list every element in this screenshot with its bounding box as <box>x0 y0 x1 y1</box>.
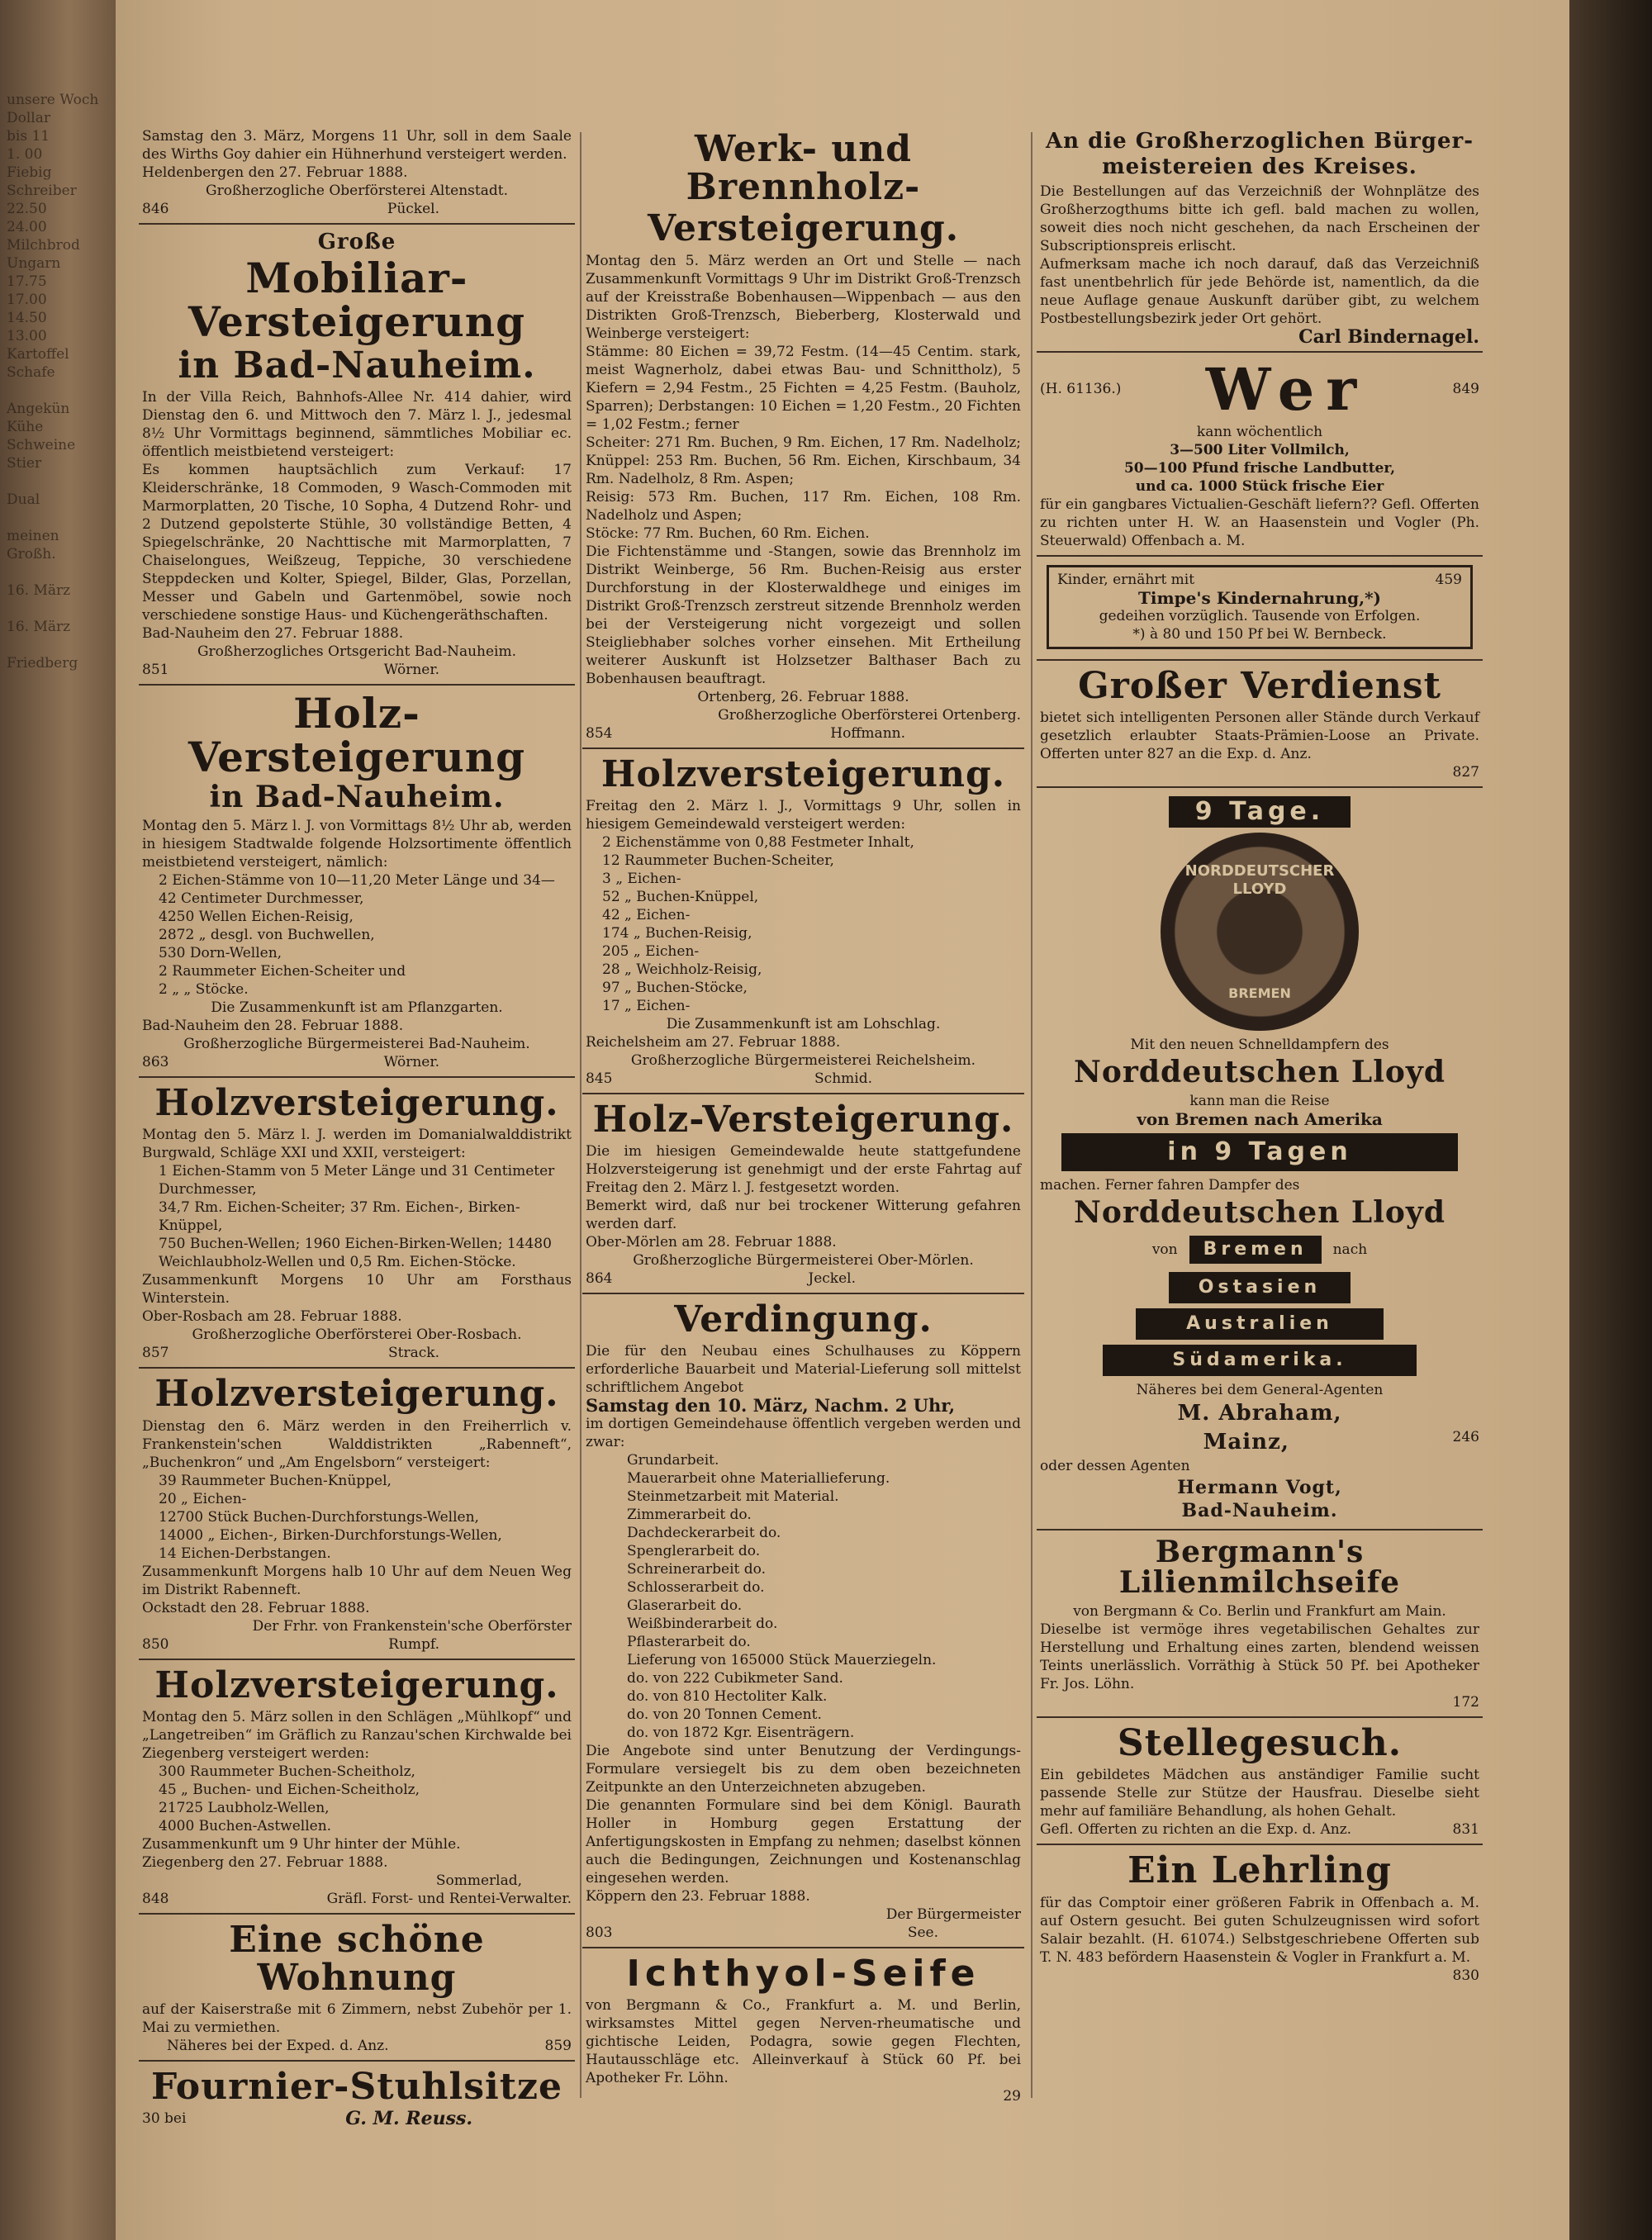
list-item: 42 „ Eichen- <box>602 906 691 923</box>
list-item: 17 „ Eichen- <box>602 997 691 1014</box>
ad-wohnung <box>139 1915 575 2062</box>
column-right <box>1037 124 1483 1990</box>
ad-subheading: meistereien des Kreises. <box>1102 154 1417 180</box>
ad-heading: Bergmann's Lilienmilchseife <box>1118 1534 1401 1601</box>
ad-text: kann wöchentlich <box>1196 424 1323 441</box>
list-item: 530 Dorn-Wellen, <box>159 945 282 962</box>
list-item: do. von 810 Hectoliter Kalk. <box>627 1688 828 1706</box>
list-item: Reisig: 573 Rm. Buchen, 117 Rm. Eichen, 108 Rm. Nadelholz und Aspen; <box>586 488 1021 524</box>
ad-mobiliar <box>139 225 575 686</box>
ad-werk-brennholz <box>582 124 1024 749</box>
ad-number: 849 <box>1452 381 1479 398</box>
ad-text: Montag den 5. März werden an Ort und Stelle — nach Zusammenkunft Vormittags 9 Uhr im Distrikt Groß-Trenzsch auf der Kreisstraße Bobenhausen—Wippenbach — aus den Distrikten Groß-Trenzsch, Bieberberg, Klosterwald und Weinberge versteigert: <box>586 252 1021 342</box>
list-item: Grundarbeit. <box>627 1452 719 1469</box>
ad-text: Montag den 5. März l. J. von Vormittags 8½ Uhr ab, werden in hiesigem Stadtwalde folgende Holzsortimente öffentlich meistbietend versteigert, nämlich: <box>142 818 572 871</box>
adjacent-page-spine <box>0 0 116 2240</box>
ad-signature: Großherzogliche Bürgermeisterei Ober-Mörlen. <box>633 1251 974 1269</box>
ad-text: kann man die Reise <box>1189 1093 1330 1110</box>
ad-timpe <box>1037 557 1483 661</box>
list-item: 3—500 Liter Vollmilch, <box>1170 442 1350 459</box>
ad-text: Die Angebote sind unter Benutzung der Verdingungs-Formulare versiegelt bis zu dem oben bezeichneten Zeitpunkte an den Unterzeichneten abzugeben. <box>586 1743 1021 1796</box>
ad-text: Zusammenkunft Morgens 10 Uhr am Forsthaus Winterstein. <box>142 1272 572 1307</box>
ad-pre-heading: Große <box>317 230 396 254</box>
ad-number: 172 <box>1452 1694 1479 1711</box>
ad-text: Die Zusammenkunft ist am Pflanzgarten. <box>211 999 503 1017</box>
ad-number: 846 <box>142 201 169 217</box>
destination-box: Australien <box>1136 1308 1384 1340</box>
ad-text: Montag den 5. März l. J. werden im Domanialwalddistrikt Burgwald, Schläge XXI und XXII, versteigert: <box>142 1127 572 1162</box>
list-item: Pflasterarbeit do. <box>627 1634 751 1651</box>
ad-date: Bad-Nauheim den 27. Februar 1888. <box>142 625 404 643</box>
list-item: Weißbinderarbeit do. <box>627 1616 778 1633</box>
ad-number: 830 <box>1452 1967 1479 1984</box>
list-item: und ca. 1000 Stück frische Eier <box>1135 478 1384 496</box>
ad-heading: Eine schöne Wohnung <box>229 1918 485 2000</box>
ad-signer: See. <box>907 1924 938 1942</box>
column-middle <box>582 124 1024 2110</box>
ad-text: Gefl. Offerten zu richten an die Exp. d. Anz. <box>1040 1821 1352 1839</box>
ad-heading: Ichthyol-Seife <box>626 1953 980 1996</box>
list-item: 1 Eichen-Stamm von 5 Meter Länge und 31 Centimeter Durchmesser, <box>159 1163 555 1198</box>
ad-heading: Großer Verdienst <box>1078 665 1441 708</box>
ad-text: von Bremen nach Amerika <box>1137 1109 1383 1130</box>
ad-signature: Großherzogliche Oberförsterei Altenstadt. <box>206 183 508 199</box>
ad-verdienst <box>1037 661 1483 788</box>
ad-signature: Der Bürgermeister <box>885 1906 1021 1924</box>
list-item: 2 Raummeter Eichen-Scheiter und <box>159 963 406 980</box>
ad-wer <box>1037 353 1483 558</box>
column-rule <box>580 132 582 2098</box>
ad-text: Die genannten Formulare sind bei dem Königl. Baurath Holler in Homburg gegen Erstattung der Anfertigungskosten in Empfang zu nehmen; daselbst können auch die Bedingungen, Zeichnungen und Kostenanschlag eingesehen werden. <box>586 1797 1021 1887</box>
list-item: Stämme: 80 Eichen = 39,72 Festm. (14—45 Centim. stark, meist Wagnerholz, dabei etwas Bau- und Schnittholz), 5 Kiefern = 2,94 Festm., 25 Fichten = 4,25 Festm. (Bauholz, Sparren); Derbstangen: 10 Eichen = 1,20 Festm., 20 Fichten = 1,02 Festm.; ferner <box>586 343 1021 433</box>
list-item: 45 „ Buchen- und Eichen-Scheitholz, <box>159 1781 420 1798</box>
list-item: Dachdeckerarbeit do. <box>627 1525 781 1542</box>
ad-text: machen. Ferner fahren Dampfer des <box>1040 1177 1300 1194</box>
page-edge <box>1569 0 1652 2240</box>
ad-text: Dienstag den 6. März werden in den Freiherrlich v. Frankenstein'schen Walddistrikten „Rabenneft“, „Buchenkron“ und „Am Engelsborn“ versteigert: <box>142 1417 572 1471</box>
ad-text: Ein gebildetes Mädchen aus anständiger Familie sucht passende Stelle zur Stütze der Hausfrau. Dieselbe sieht mehr auf familiäre Behandlung, als hohen Gehalt. <box>1040 1767 1479 1820</box>
ad-subheading: in Bad-Nauheim. <box>178 344 536 387</box>
ad-text: oder dessen Agenten <box>1040 1458 1190 1475</box>
ad-text: Dieselbe ist vermöge ihres vegetabilischen Gehaltes zur Herstellung und Erhaltung eines zarten, blendend weissen Teints unerlässlich. Vorräthig à Stück 50 Pf. bei Apotheker Fr. Jos. Löhn. <box>1040 1621 1479 1693</box>
list-item: 14 Eichen-Derbstangen. <box>159 1545 331 1562</box>
ad-holz-frankenstein <box>139 1369 575 1659</box>
list-item: 2 „ „ Stöcke. <box>159 981 249 999</box>
ad-heading: Mobiliar-Versteigerung <box>188 254 526 346</box>
destination-box: Ostasien <box>1169 1272 1351 1303</box>
ad-signer: Hoffmann. <box>830 724 905 742</box>
ad-text: Samstag den 3. März, Morgens 11 Uhr, soll in dem Saale des Wirths Goy dahier ein Hühnerhund versteigert werden. <box>142 128 572 163</box>
ad-verdingung <box>582 1294 1024 1948</box>
ad-number: 848 <box>142 1890 169 1907</box>
list-item: 2 Eichenstämme von 0,88 Festmeter Inhalt, <box>602 833 914 851</box>
seal-text: BREMEN <box>1228 985 1291 1002</box>
ad-list <box>142 1763 572 1835</box>
destination-box: Südamerika. <box>1103 1345 1417 1376</box>
ad-number: 851 <box>142 662 169 679</box>
ad-text: von Bergmann & Co., Frankfurt a. M. und Berlin, wirksamstes Mittel gegen Nerven-rheumatische und gichtische Leiden, Podagra, sowie gegen Flechten, Hautausschläge etc. Alleinverkauf à Stück 60 Pf. bei Apotheker Fr. Löhn. <box>586 1997 1021 2087</box>
ad-norddeutscher-lloyd <box>1037 788 1483 1530</box>
agent-name: M. Abraham, <box>1177 1400 1342 1426</box>
list-item: 52 „ Buchen-Knüppel, <box>602 888 759 905</box>
list-item: 39 Raummeter Buchen-Knüppel, <box>159 1472 392 1489</box>
ad-text: von Bergmann & Co. Berlin und Frankfurt am Main. <box>1073 1603 1446 1621</box>
list-item: 2 Eichen-Stämme von 10—11,20 Meter Länge und 34—42 Centimeter Durchmesser, <box>159 872 555 908</box>
agent-name: Hermann Vogt, <box>1177 1477 1342 1499</box>
ad-number: 859 <box>544 2038 572 2055</box>
ad-holz-reichelsheim <box>582 749 1024 1094</box>
ad-number: 854 <box>586 724 613 742</box>
ad-heading: Ein Lehrling <box>1127 1849 1392 1892</box>
ad-text: gedeihen vorzüglich. Tausende von Erfolgen. <box>1099 608 1421 625</box>
list-item: 20 „ Eichen- <box>159 1490 247 1507</box>
agent-city: Bad-Nauheim. <box>1181 1499 1338 1521</box>
list-item: Zimmerarbeit do. <box>627 1507 752 1524</box>
list-item: 2872 „ desgl. von Buchwellen, <box>159 927 375 944</box>
ad-number: 863 <box>142 1054 169 1071</box>
ad-reference: (H. 61136.) <box>1040 381 1122 398</box>
ad-signer: Wörner. <box>383 662 439 679</box>
list-item: 12 Raummeter Buchen-Scheiter, <box>602 852 834 869</box>
ad-text: im dortigen Gemeindehause öffentlich vergeben werden und zwar: <box>586 1416 1021 1451</box>
ad-signer: Jeckel. <box>808 1269 856 1287</box>
ad-text: Zusammenkunft um 9 Uhr hinter der Mühle. <box>142 1835 461 1853</box>
ad-heading: Norddeutschen Lloyd <box>1074 1055 1446 1090</box>
ad-signer: Schmid. <box>814 1070 872 1087</box>
ad-text: Die Bestellungen auf das Verzeichniß der Wohnplätze des Großherzogthums bitte ich gefl. bald machen zu wollen, soweit dies noch nicht geschehen, da nach Erscheinen der Subscriptionspreis erlischt. <box>1040 183 1479 254</box>
ad-huehnerhund <box>139 124 575 225</box>
list-item: Mauerarbeit ohne Materiallieferung. <box>627 1470 890 1488</box>
column-rule <box>1031 132 1032 2098</box>
ad-signer: Strack. <box>388 1345 439 1362</box>
ad-stellegesuch <box>1037 1718 1483 1845</box>
ad-signature: Großherzogliches Ortsgericht Bad-Nauheim. <box>197 643 517 661</box>
ad-number: 803 <box>586 1924 613 1942</box>
list-item: do. von 20 Tonnen Cement. <box>627 1706 822 1724</box>
ad-text: Aufmerksam mache ich noch darauf, daß das Verzeichniß fast unentbehrlich für jede Behörde ist, namentlich, da die neue Auflage genaue Auskunft darüber gibt, zu welchem Postbestellungsbezirk jeder Ort gehört. <box>1040 255 1479 327</box>
ad-text: In der Villa Reich, Bahnhofs-Allee Nr. 414 dahier, wird Dienstag den 6. und Mittwoch den 7. März l. J., jedesmal 8½ Uhr Vormittags beginnend, sämmtliches Mobiliar ec. öffentlich meistbietend versteigert: <box>142 389 572 461</box>
ad-holz-burgwald <box>139 1078 575 1369</box>
ad-text: Die Fichtenstämme und -Stangen, sowie das Brennholz im Distrikt Weinberge, 56 Rm. Buchen-Reisig aus erster Durchforstung in der Klosterwaldhege und einiges im Distrikt Groß-Trenzsch zerstreut sitzende Brennholz werden bei der Versteigerung nicht vorgezeigt und sollen Steigliebhaber solches vorher einsehen. Mit Ertheilung weiterer Auskunft ist Holzsetzer Balthaser Bach zu Bobenhausen beauftragt. <box>586 543 1021 687</box>
list-item: 14000 „ Eichen-, Birken-Durchforstungs-Wellen, <box>159 1526 502 1544</box>
list-item: 12700 Stück Buchen-Durchforstungs-Wellen, <box>159 1508 479 1526</box>
ad-text: von <box>1151 1241 1178 1258</box>
lloyd-seal-icon <box>1161 833 1359 1031</box>
ad-list <box>586 343 1021 543</box>
ad-list <box>142 1162 572 1271</box>
ad-signature: Großherzogliche Bürgermeisterei Bad-Nauheim. <box>183 1036 530 1053</box>
list-item: 21725 Laubholz-Wellen, <box>159 1799 330 1816</box>
spine-text: unsere Woch Dollar bis 11 1. 00 Fiebig Schreiber 22.50 24.00 Milchbrod Ungarn 17.75 17.00 14.50 13.00 Kartoffel Schafe Angekün Kühe Schweine Stier Dual meinen Großh. 16. März 16. März Friedberg <box>7 92 99 672</box>
ad-number: 29 <box>1003 2088 1021 2105</box>
ad-signature: Der Frhr. von Frankenstein'sche Oberförster <box>252 1617 572 1635</box>
ad-signer: Pückel. <box>387 201 439 217</box>
ad-list <box>586 833 1021 1015</box>
seal-text: NORDDEUTSCHER LLOYD <box>1184 862 1335 899</box>
ad-signer: Gräfl. Forst- und Rentei-Verwalter. <box>326 1890 572 1907</box>
ad-text: Freitag den 2. März l. J., Vormittags 9 Uhr, sollen in hiesigem Gemeindewald versteigert werden: <box>586 797 1021 833</box>
list-item: 28 „ Weichholz-Reisig, <box>602 961 762 978</box>
list-item: 205 „ Eichen- <box>602 942 700 960</box>
ad-date: Ziegenberg den 27. Februar 1888. <box>142 1853 388 1871</box>
ad-heading: Holzversteigerung. <box>154 1373 559 1416</box>
ad-signer: Wörner. <box>383 1054 439 1071</box>
ad-holz-bad-nauheim <box>139 686 575 1078</box>
ad-text: 30 bei <box>142 2110 187 2128</box>
ad-number: 827 <box>1452 764 1479 781</box>
ad-number: 246 <box>1452 1429 1479 1446</box>
ad-text: Es kommen hauptsächlich zum Verkauf: 17 Kleiderschränke, 18 Commoden, 9 Wasch-Commoden mit Marmorplatten, 20 Tische, 10 Sopha, 4 Dutzend Rohr- und 2 Dutzend gepolsterte Stühle, 30 vollständige Betten, 4 Spiegelschränke, 20 Nachttische mit Marmorplatten, 7 Chaiselongues, Weißzeug, Teppiche, 30 verschiedene Steppdecken und Kolter, Spiegel, Bilder, Glas, Porzellan, Messer und Gabeln und Gartenmöbel, sowie noch verschiedene sonstige Haus- und Küchengeräthschaften. <box>142 462 572 624</box>
ad-text: Die für den Neubau eines Schulhauses zu Köppern erforderliche Bauarbeit und Material-Lieferung soll mittelst schriftlichem Angebot <box>586 1343 1021 1397</box>
ad-number: 831 <box>1452 1821 1479 1839</box>
ad-text: Montag den 5. März sollen in den Schlägen „Mühlkopf“ und „Langetreiben“ im Gräflich zu Ranzau'schen Kirchwalde bei Ziegenberg versteigert werden: <box>142 1708 572 1762</box>
ad-heading: Norddeutschen Lloyd <box>1074 1195 1446 1231</box>
ad-heading: Stellegesuch. <box>1117 1722 1403 1765</box>
ad-holz-ober-moerlen <box>582 1094 1024 1294</box>
ad-heading: Holzversteigerung. <box>154 1082 559 1125</box>
ad-signer: Rumpf. <box>388 1635 439 1653</box>
ad-text: *) à 80 und 150 Pf bei W. Bernbeck. <box>1132 626 1387 643</box>
ad-number: 845 <box>586 1070 613 1087</box>
ad-number: 850 <box>142 1635 169 1653</box>
ad-heading: Fournier-Stuhlsitze <box>150 2066 563 2109</box>
ad-heading: Wer <box>1205 354 1369 424</box>
ad-text: für ein gangbares Victualien-Geschäft liefern?? Gefl. Offerten zu richten unter H. W. an Haasenstein und Vogler (Ph. Steuerwald) Offenbach a. M. <box>1040 496 1479 550</box>
ad-text: bietet sich intelligenten Personen aller Stände durch Verkauf gesetzlich erlaubter Staats-Prämien-Loose an Private. Offerten unter 827 an die Exp. d. Anz. <box>1040 709 1479 763</box>
ad-date: Heldenbergen den 27. Februar 1888. <box>142 164 408 181</box>
list-item: do. von 1872 Kgr. Eisenträgern. <box>627 1725 855 1742</box>
ad-heading: Werk- und Brennholz- <box>686 128 921 209</box>
ad-text: Zusammenkunft Morgens halb 10 Uhr auf dem Neuen Weg im Distrikt Rabenneft. <box>142 1563 572 1598</box>
ad-number: 857 <box>142 1345 169 1362</box>
duration-bar: in 9 Tagen <box>1061 1133 1458 1171</box>
ad-text: nach <box>1332 1241 1368 1258</box>
origin-box: Bremen <box>1189 1236 1322 1264</box>
ad-list <box>586 1451 1021 1742</box>
ad-signature: Großherzogliche Oberförsterei Ober-Rosbach. <box>192 1326 522 1344</box>
ad-text: Die im hiesigen Gemeindewalde heute stattgefundene Holzversteigerung ist genehmigt und der erste Fahrtag auf Freitag den 2. März l. J. festgesetzt worden. <box>586 1142 1021 1196</box>
ad-box <box>1047 565 1473 649</box>
ad-number: 459 <box>1435 572 1462 589</box>
ad-ichthyol <box>582 1948 1024 2110</box>
ad-text: Bemerkt wird, daß nur bei trockener Witterung gefahren werden darf. <box>586 1197 1021 1232</box>
ad-number: 864 <box>586 1269 613 1287</box>
ad-heading: Holzversteigerung. <box>154 1663 559 1706</box>
ad-holz-ziegenberg <box>139 1660 575 1915</box>
list-item: Scheiter: 271 Rm. Buchen, 9 Rm. Eichen, 17 Rm. Nadelholz; Knüppel: 253 Rm. Buchen, 56 Rm. Eichen, Kirschbaum, 34 Rm. Nadelholz, 8 Rm. Aspen; <box>586 434 1021 487</box>
ad-signature: Großherzogliche Bürgermeisterei Reichelsheim. <box>630 1051 976 1069</box>
ad-signature: Sommerlad, <box>435 1872 522 1889</box>
ad-date: Ockstadt den 28. Februar 1888. <box>142 1599 370 1616</box>
ad-text: Kinder, ernährt mit <box>1057 572 1195 589</box>
list-item: Steinmetzarbeit mit Material. <box>627 1488 839 1506</box>
ad-lilienmilchseife <box>1037 1531 1483 1719</box>
ad-heading: Holz-Versteigerung. <box>592 1098 1014 1141</box>
ad-text: Näheres bei der Exped. d. Anz. <box>167 2038 389 2055</box>
ad-signature: Großherzogliche Oberförsterei Ortenberg. <box>718 706 1021 724</box>
list-item: Lieferung von 165000 Stück Mauerziegeln. <box>627 1652 937 1669</box>
ad-heading: Holz-Versteigerung <box>188 689 526 781</box>
ad-text: für das Comptoir einer größeren Fabrik in Offenbach a. M. auf Ostern gesucht. Bei guten Schulzeugnissen wird sofort Salair bezahlt. (H. 61074.) Selbstgeschriebene Offerten sub T. N. 483 befördern Haasenstein & Vogler in Frankfurt a. M. <box>1040 1894 1479 1966</box>
list-item: 4250 Wellen Eichen-Reisig, <box>159 909 354 926</box>
list-item: Stöcke: 77 Rm. Buchen, 60 Rm. Eichen. <box>586 524 870 542</box>
ad-lehrling <box>1037 1845 1483 1989</box>
ad-signer: G. M. Reuss. <box>345 2108 472 2130</box>
ad-text: Mit den neuen Schnelldampfern des <box>1130 1037 1389 1054</box>
column-left <box>139 124 575 2133</box>
ad-date: Ortenberg, 26. Februar 1888. <box>697 688 909 705</box>
ad-date: Ober-Mörlen am 28. Februar 1888. <box>586 1233 837 1251</box>
list-item: 300 Raummeter Buchen-Scheitholz, <box>159 1763 415 1780</box>
ad-date: Köppern den 23. Februar 1888. <box>586 1888 810 1905</box>
list-item: 97 „ Buchen-Stöcke, <box>602 979 748 996</box>
ad-list <box>1040 441 1479 496</box>
ad-date: Bad-Nauheim den 28. Februar 1888. <box>142 1018 404 1035</box>
list-item: Schreinerarbeit do. <box>627 1561 766 1578</box>
list-item: 50—100 Pfund frische Landbutter, <box>1123 460 1396 477</box>
list-item: 750 Buchen-Wellen; 1960 Eichen-Birken-Wellen; 14480 Weichlaubholz-Wellen und 0,5 Rm. Eichen-Stöcke. <box>159 1236 552 1271</box>
ad-list <box>142 1472 572 1563</box>
agent-city: Mainz, <box>1203 1430 1289 1455</box>
list-item: Schlosserarbeit do. <box>627 1579 765 1597</box>
ad-heading: An die Großherzoglichen Bürger- <box>1046 129 1474 154</box>
ad-subheading: Versteigerung. <box>647 207 960 250</box>
ad-heading: Holzversteigerung. <box>601 752 1006 795</box>
ad-date: Ober-Rosbach am 28. Februar 1888. <box>142 1308 402 1326</box>
ad-fournier <box>139 2062 575 2133</box>
ad-buergermeistereien <box>1037 124 1483 353</box>
ad-subheading: in Bad-Nauheim. <box>209 780 505 815</box>
list-item: 34,7 Rm. Eichen-Scheiter; 37 Rm. Eichen-, Birken-Knüppel, <box>159 1199 520 1235</box>
ad-signer: Carl Bindernagel. <box>1298 325 1479 348</box>
list-item: Spenglerarbeit do. <box>627 1543 761 1560</box>
ad-date-highlight: Samstag den 10. März, Nachm. 2 Uhr, <box>586 1395 956 1417</box>
duration-banner: 9 Tage. <box>1169 796 1351 828</box>
list-item: do. von 222 Cubikmeter Sand. <box>627 1670 843 1687</box>
list-item: 174 „ Buchen-Reisig, <box>602 924 752 942</box>
ad-text: Die Zusammenkunft ist am Lohschlag. <box>666 1015 941 1032</box>
ad-text: Näheres bei dem General-Agenten <box>1136 1381 1384 1398</box>
ad-list <box>142 871 572 999</box>
ad-text: auf der Kaiserstraße mit 6 Zimmern, nebst Zubehör per 1. Mai zu vermiethen. <box>142 2001 572 2037</box>
ad-heading: Verdingung. <box>674 1298 933 1341</box>
list-item: 4000 Buchen-Astwellen. <box>159 1817 332 1834</box>
ad-date: Reichelsheim am 27. Februar 1888. <box>586 1033 841 1051</box>
ad-product: Timpe's Kindernahrung,*) <box>1138 588 1381 609</box>
list-item: 3 „ Eichen- <box>602 870 681 887</box>
list-item: Glaserarbeit do. <box>627 1597 743 1615</box>
